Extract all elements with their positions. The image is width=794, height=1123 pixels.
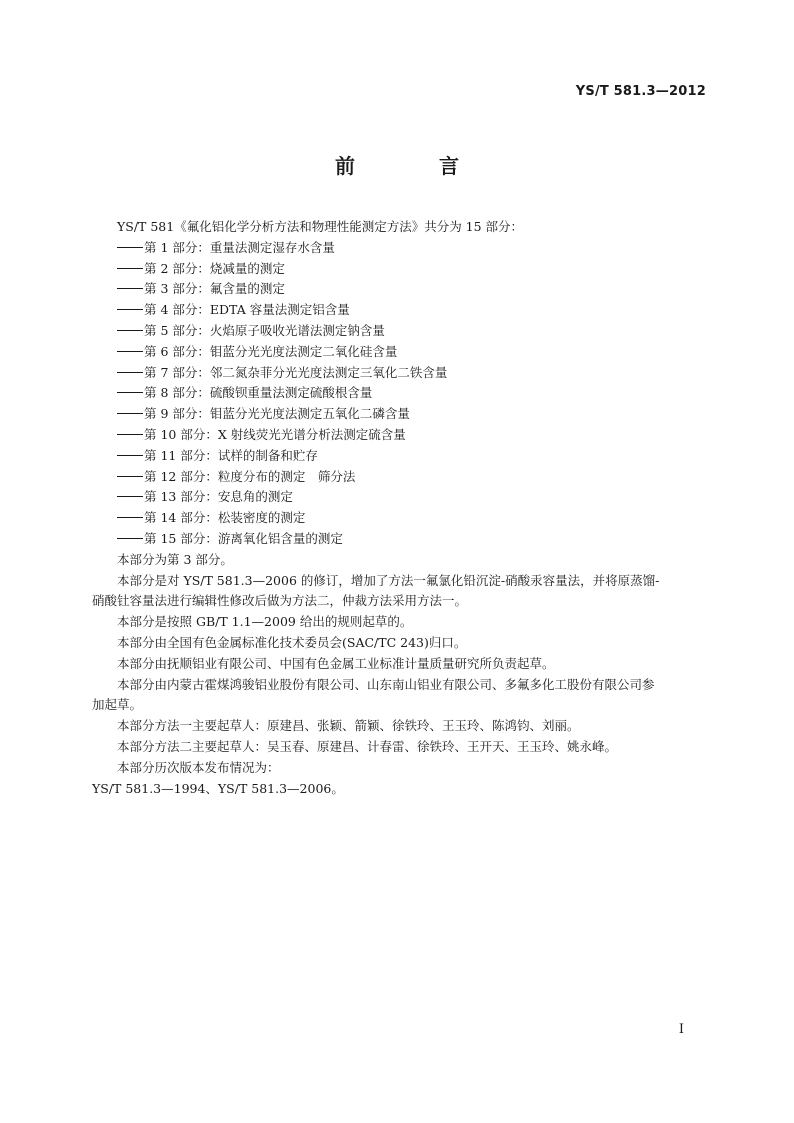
part-item-label: 第 7 部分：邻二氮杂菲分光光度法测定三氧化二铁含量 (144, 364, 448, 380)
part-item (117, 529, 706, 550)
paragraph-revision: 本部分是对 YS/T 581.3—2006 的修订，增加了方法一氟氯化铅沉淀-硝酸汞容量法，并将原蒸馏- (117, 572, 660, 588)
em-dash-mark (117, 288, 143, 289)
standard-number: YS/T 581.3—2012 (575, 84, 706, 99)
part-item (117, 279, 706, 300)
part-item-label: 第 1 部分：重量法测定湿存水含量 (144, 239, 335, 255)
part-item (117, 467, 706, 488)
document-body (92, 217, 706, 799)
paragraph-history-intro: 本部分历次版本发布情况为： (117, 759, 280, 775)
paragraph-revision-cont: 硝酸钍容量法进行编辑性修改后做为方法二，仲裁方法采用方法一。 (92, 593, 468, 609)
part-item (117, 342, 706, 363)
paragraph-history-versions: YS/T 581.3—1994、YS/T 581.3—2006。 (92, 780, 344, 796)
em-dash-mark (117, 372, 143, 373)
part-item (117, 425, 706, 446)
part-item (117, 238, 706, 259)
paragraph-participants: 本部分由内蒙古霍煤鸿骏铝业股份有限公司、山东南山铝业有限公司、多氟多化工股份有限公司参 (117, 676, 655, 692)
part-item-label: 第 4 部分：EDTA 容量法测定铝含量 (144, 302, 350, 318)
em-dash-mark (117, 476, 143, 477)
part-item (117, 487, 706, 508)
em-dash-mark (117, 309, 143, 310)
em-dash-mark (117, 517, 143, 518)
parts-list (117, 238, 706, 550)
part-item-label: 第 12 部分：粒度分布的测定 筛分法 (144, 468, 356, 484)
em-dash-mark (117, 496, 143, 497)
part-item-label: 第 6 部分：钼蓝分光光度法测定二氧化硅含量 (144, 343, 398, 359)
paragraph-drafting-rules: 本部分是按照 GB/T 1.1—2009 给出的规则起草的。 (117, 614, 413, 630)
part-item-label: 第 9 部分：钼蓝分光光度法测定五氧化二磷含量 (144, 406, 410, 422)
part-item (117, 300, 706, 321)
part-item-label: 第 10 部分：X 射线荧光光谱分析法测定硫含量 (144, 426, 406, 442)
paragraph-part-number: 本部分为第 3 部分。 (117, 551, 233, 567)
part-item (117, 363, 706, 384)
part-item (117, 508, 706, 529)
part-item-label: 第 8 部分：硫酸钡重量法测定硫酸根含量 (144, 385, 373, 401)
em-dash-mark (117, 455, 143, 456)
paragraph-method1-drafters: 本部分方法一主要起草人：原建昌、张颖、箭颖、徐铁玲、王玉玲、陈鸿钧、刘丽。 (117, 718, 580, 734)
part-item (117, 259, 706, 280)
part-item-label: 第 14 部分：松装密度的测定 (144, 510, 306, 526)
paragraph-participants-cont: 加起草。 (92, 697, 143, 713)
paragraph-committee: 本部分由全国有色金属标准化技术委员会(SAC/TC 243)归口。 (117, 634, 467, 650)
em-dash-mark (117, 413, 143, 414)
intro-line: YS/T 581《氟化铝化学分析方法和物理性能测定方法》共分为 15 部分： (117, 219, 524, 234)
em-dash-mark (117, 330, 143, 331)
part-item-label: 第 11 部分：试样的制备和贮存 (144, 447, 318, 463)
em-dash-mark (117, 434, 143, 435)
em-dash-mark (117, 268, 143, 269)
part-item-label: 第 5 部分：火焰原子吸收光谱法测定钠含量 (144, 322, 385, 338)
em-dash-mark (117, 392, 143, 393)
part-item-label: 第 13 部分：安息角的测定 (144, 489, 293, 505)
part-item-label: 第 3 部分：氟含量的测定 (144, 281, 285, 297)
page-number: I (678, 1022, 684, 1037)
part-item-label: 第 2 部分：烧减量的测定 (144, 260, 285, 276)
paragraph-method2-drafters: 本部分方法二主要起草人：吴玉春、原建昌、计春雷、徐铁玲、王开天、王玉玲、姚永峰。 (117, 738, 618, 754)
part-item (117, 446, 706, 467)
em-dash-mark (117, 247, 143, 248)
part-item (117, 321, 706, 342)
page-title: 前 言 (335, 154, 491, 178)
part-item-label: 第 15 部分：游离氧化铝含量的测定 (144, 530, 343, 546)
paragraph-lead-drafters: 本部分由抚顺铝业有限公司、中国有色金属工业标准计量质量研究所负责起草。 (117, 655, 555, 671)
em-dash-mark (117, 351, 143, 352)
part-item (117, 383, 706, 404)
part-item (117, 404, 706, 425)
em-dash-mark (117, 538, 143, 539)
